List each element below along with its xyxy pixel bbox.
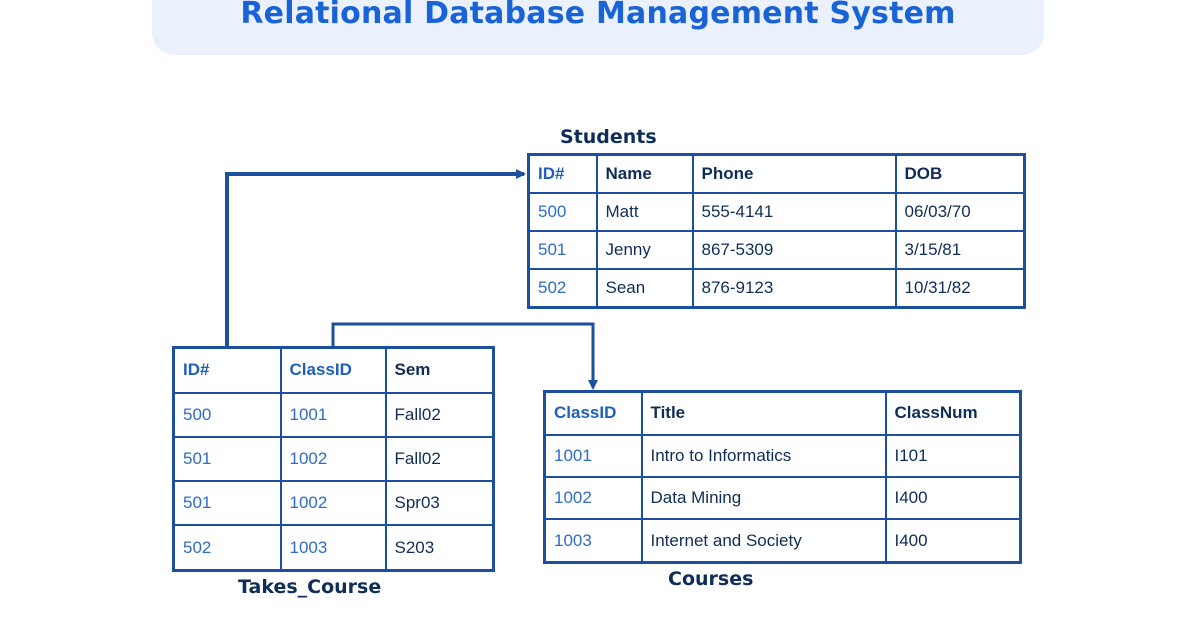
table-cell: 3/15/81: [896, 231, 1025, 269]
table-cell: 10/31/82: [896, 269, 1025, 308]
students-table: [527, 153, 1026, 309]
table-cell: 501: [174, 437, 281, 481]
table-cell: Jenny: [597, 231, 693, 269]
page-title: Relational Database Management System: [240, 0, 956, 31]
table-cell: 501: [174, 481, 281, 525]
table-row: [545, 477, 1021, 519]
table-cell: Intro to Informatics: [642, 435, 886, 477]
table-cell: 555-4141: [693, 193, 896, 231]
table-cell: 867-5309: [693, 231, 896, 269]
courses-table: [543, 390, 1022, 564]
table-cell: Fall02: [386, 437, 494, 481]
table-cell: S203: [386, 525, 494, 570]
table-row: [529, 193, 1025, 231]
table-cell: 501: [529, 231, 597, 269]
table-row: [174, 437, 494, 481]
column-header: ClassNum: [886, 392, 1021, 435]
table-cell: Matt: [597, 193, 693, 231]
table-cell: 1003: [281, 525, 386, 570]
table-cell: Fall02: [386, 393, 494, 437]
table-cell: 500: [529, 193, 597, 231]
table-row: [174, 525, 494, 570]
table-cell: 876-9123: [693, 269, 896, 308]
table-cell: 502: [529, 269, 597, 308]
table-cell: 1002: [281, 437, 386, 481]
table-row: [174, 393, 494, 437]
column-header: ClassID: [281, 348, 386, 393]
table-cell: Data Mining: [642, 477, 886, 519]
column-header: Sem: [386, 348, 494, 393]
table-cell: 1002: [545, 477, 642, 519]
arrow-takes-course-to-students: [227, 174, 524, 346]
table-cell: I400: [886, 519, 1021, 562]
table-cell: Spr03: [386, 481, 494, 525]
table-row: [529, 231, 1025, 269]
header-row: [529, 155, 1025, 194]
table-row: [174, 481, 494, 525]
table-cell: 500: [174, 393, 281, 437]
table-cell: I400: [886, 477, 1021, 519]
table-cell: 1001: [545, 435, 642, 477]
takes-course-table: [172, 346, 495, 572]
students-table-label: Students: [560, 126, 657, 148]
column-header: DOB: [896, 155, 1025, 194]
column-header: ID#: [174, 348, 281, 393]
table-row: [545, 435, 1021, 477]
column-header: ID#: [529, 155, 597, 194]
header-row: [174, 348, 494, 393]
column-header: ClassID: [545, 392, 642, 435]
table-cell: 1003: [545, 519, 642, 562]
table-cell: I101: [886, 435, 1021, 477]
column-header: Title: [642, 392, 886, 435]
table-cell: 502: [174, 525, 281, 570]
header-row: [545, 392, 1021, 435]
table-cell: Sean: [597, 269, 693, 308]
column-header: Phone: [693, 155, 896, 194]
table-cell: 06/03/70: [896, 193, 1025, 231]
courses-table-label: Courses: [668, 568, 754, 590]
table-cell: 1001: [281, 393, 386, 437]
table-cell: 1002: [281, 481, 386, 525]
takes-course-table-label: Takes_Course: [238, 576, 382, 598]
table-row: [545, 519, 1021, 562]
table-row: [529, 269, 1025, 308]
column-header: Name: [597, 155, 693, 194]
table-cell: Internet and Society: [642, 519, 886, 562]
